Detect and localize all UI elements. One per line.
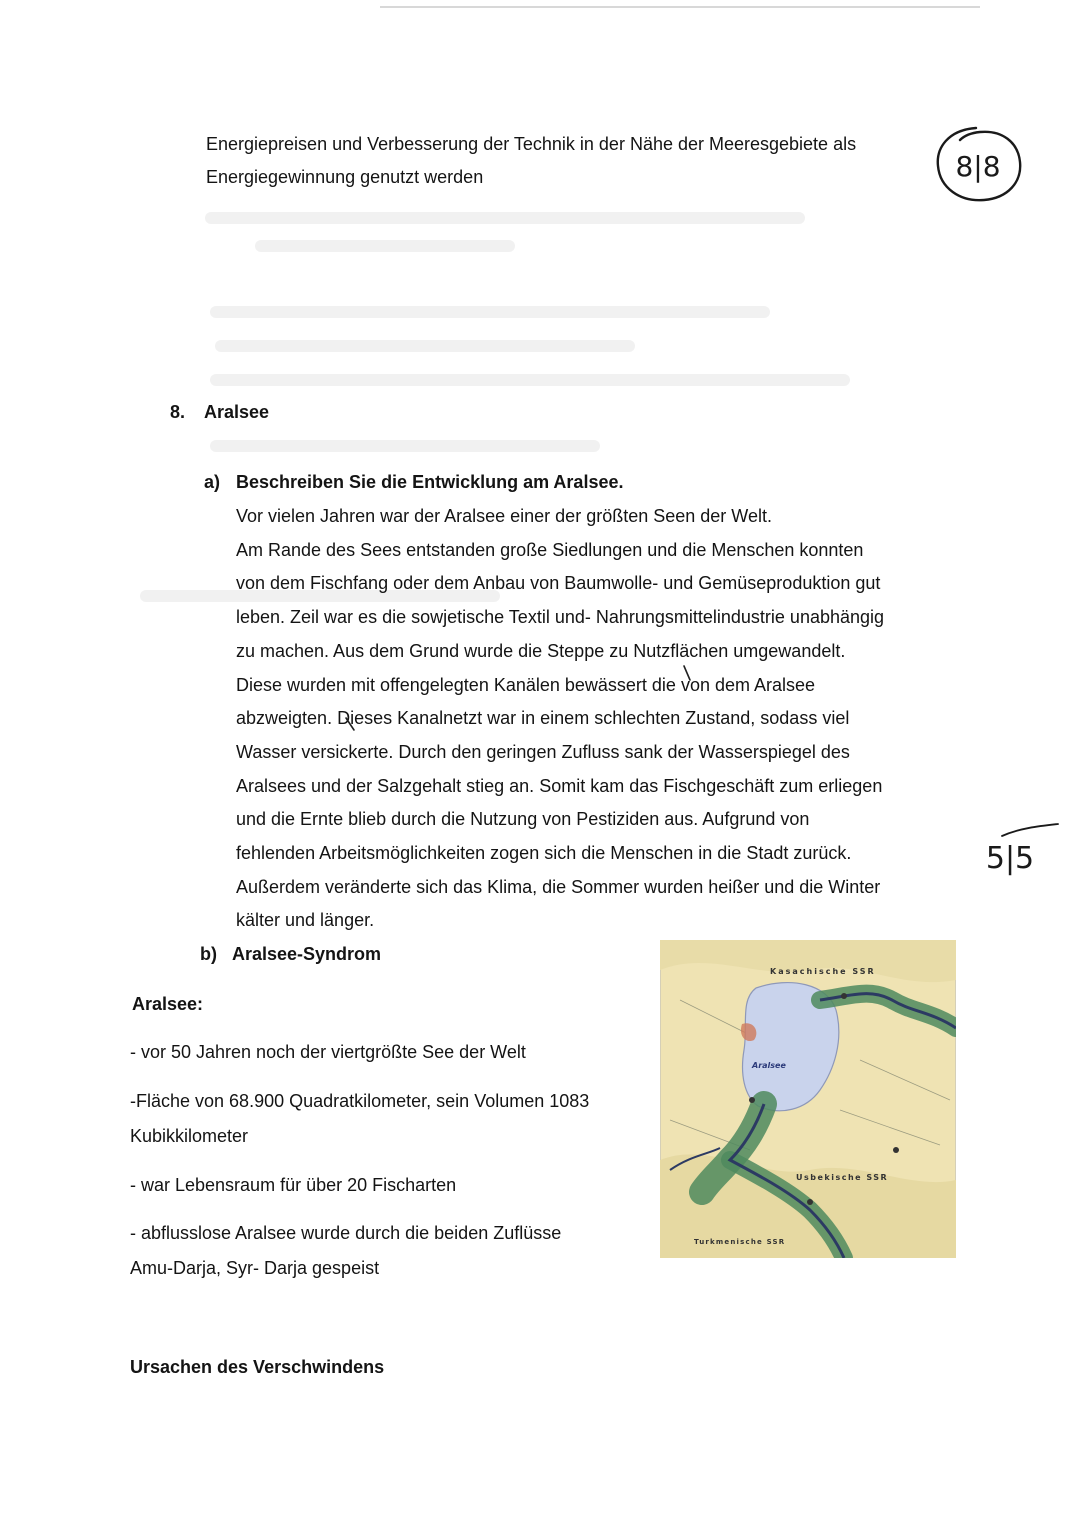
fact-item: - vor 50 Jahren noch der viertgrößte See der Welt [130,1042,526,1062]
bleed-through-line [210,306,770,318]
section-title: Aralsee [204,402,270,422]
bleed-through-line [210,440,600,452]
answer-line: kälter und länger. [236,910,375,930]
bleed-through-line [215,340,635,352]
fact-item: - war Lebensraum für über 20 Fischarten [130,1175,457,1195]
scan-top-edge [380,6,980,8]
answer-line: Am Rande des Sees entstanden große Siedlungen und die Menschen konnten [236,540,864,560]
map-label-uzbek: Usbekische SSR [796,1173,889,1182]
insertion-mark [680,664,700,684]
task-a-label: a) [204,472,221,492]
task-b-title: Aralsee-Syndrom [232,944,382,964]
map-label-lake: Aralsee [752,1061,786,1070]
task-b-label: b) [200,944,217,964]
insertion-mark [342,716,362,736]
fact-item: Kubikkilometer [130,1126,249,1146]
map-label-turkmen: Turkmenische SSR [694,1238,786,1246]
bleed-through-line [210,374,850,386]
fact-item: - abflusslose Aralsee wurde durch die beiden Zuflüsse [130,1223,562,1243]
fact-item: -Fläche von 68.900 Quadratkilometer, sein Volumen 1083 [130,1091,590,1111]
score-right-text: 5|5 [985,841,1035,876]
aral-sea-map [660,940,956,1258]
handwritten-score-circle [930,122,1026,206]
score-circle-text: 8|8 [955,150,1001,183]
answer-line: fehlenden Arbeitsmöglichkeiten zogen sich die Menschen in die Stadt zurück. [236,843,852,863]
answer-line: Diese wurden mit offengelegten Kanälen bewässert die von dem Aralsee [236,675,816,695]
answer-line: abzweigten. Dieses Kanalnetzt war in einem schlechten Zustand, sodass viel [236,708,850,728]
answer-line: zu machen. Aus dem Grund wurde die Steppe zu Nutzflächen umgewandelt. [236,641,846,661]
answer-line: Vor vielen Jahren war der Aralsee einer der größten Seen der Welt. [236,506,772,526]
bleed-through-line [255,240,515,252]
answer-line: und die Ernte blieb durch die Nutzung von Pestiziden aus. Aufgrund von [236,809,810,829]
section-number: 8. [170,402,186,422]
causes-heading: Ursachen des Verschwindens [130,1357,385,1377]
fact-item: Amu-Darja, Syr- Darja gespeist [130,1258,380,1278]
answer-line: leben. Zeil war es die sowjetische Textil und- Nahrungsmittelindustrie unabhängig [236,607,885,627]
handwritten-score-right [980,820,1060,880]
intro-line-1: Energiepreisen und Verbesserung der Technik in der Nähe der Meeresgebiete als [206,134,857,154]
map-label-kazakh: Kasachische SSR [770,967,876,976]
intro-line-2: Energiegewinnung genutzt werden [206,167,484,187]
answer-line: Wasser versickerte. Durch den geringen Zufluss sank der Wasserspiegel des [236,742,850,762]
answer-line: von dem Fischfang oder dem Anbau von Baumwolle- und Gemüseproduktion gut [236,573,881,593]
answer-line: Aralsees und der Salzgehalt stieg an. Somit kam das Fischgeschäft zum erliegen [236,776,883,796]
answer-line: Außerdem veränderte sich das Klima, die Sommer wurden heißer und die Winter [236,877,881,897]
bleed-through-line [205,212,805,224]
facts-heading: Aralsee: [132,994,204,1014]
task-a-question: Beschreiben Sie die Entwicklung am Aralsee. [236,472,624,492]
